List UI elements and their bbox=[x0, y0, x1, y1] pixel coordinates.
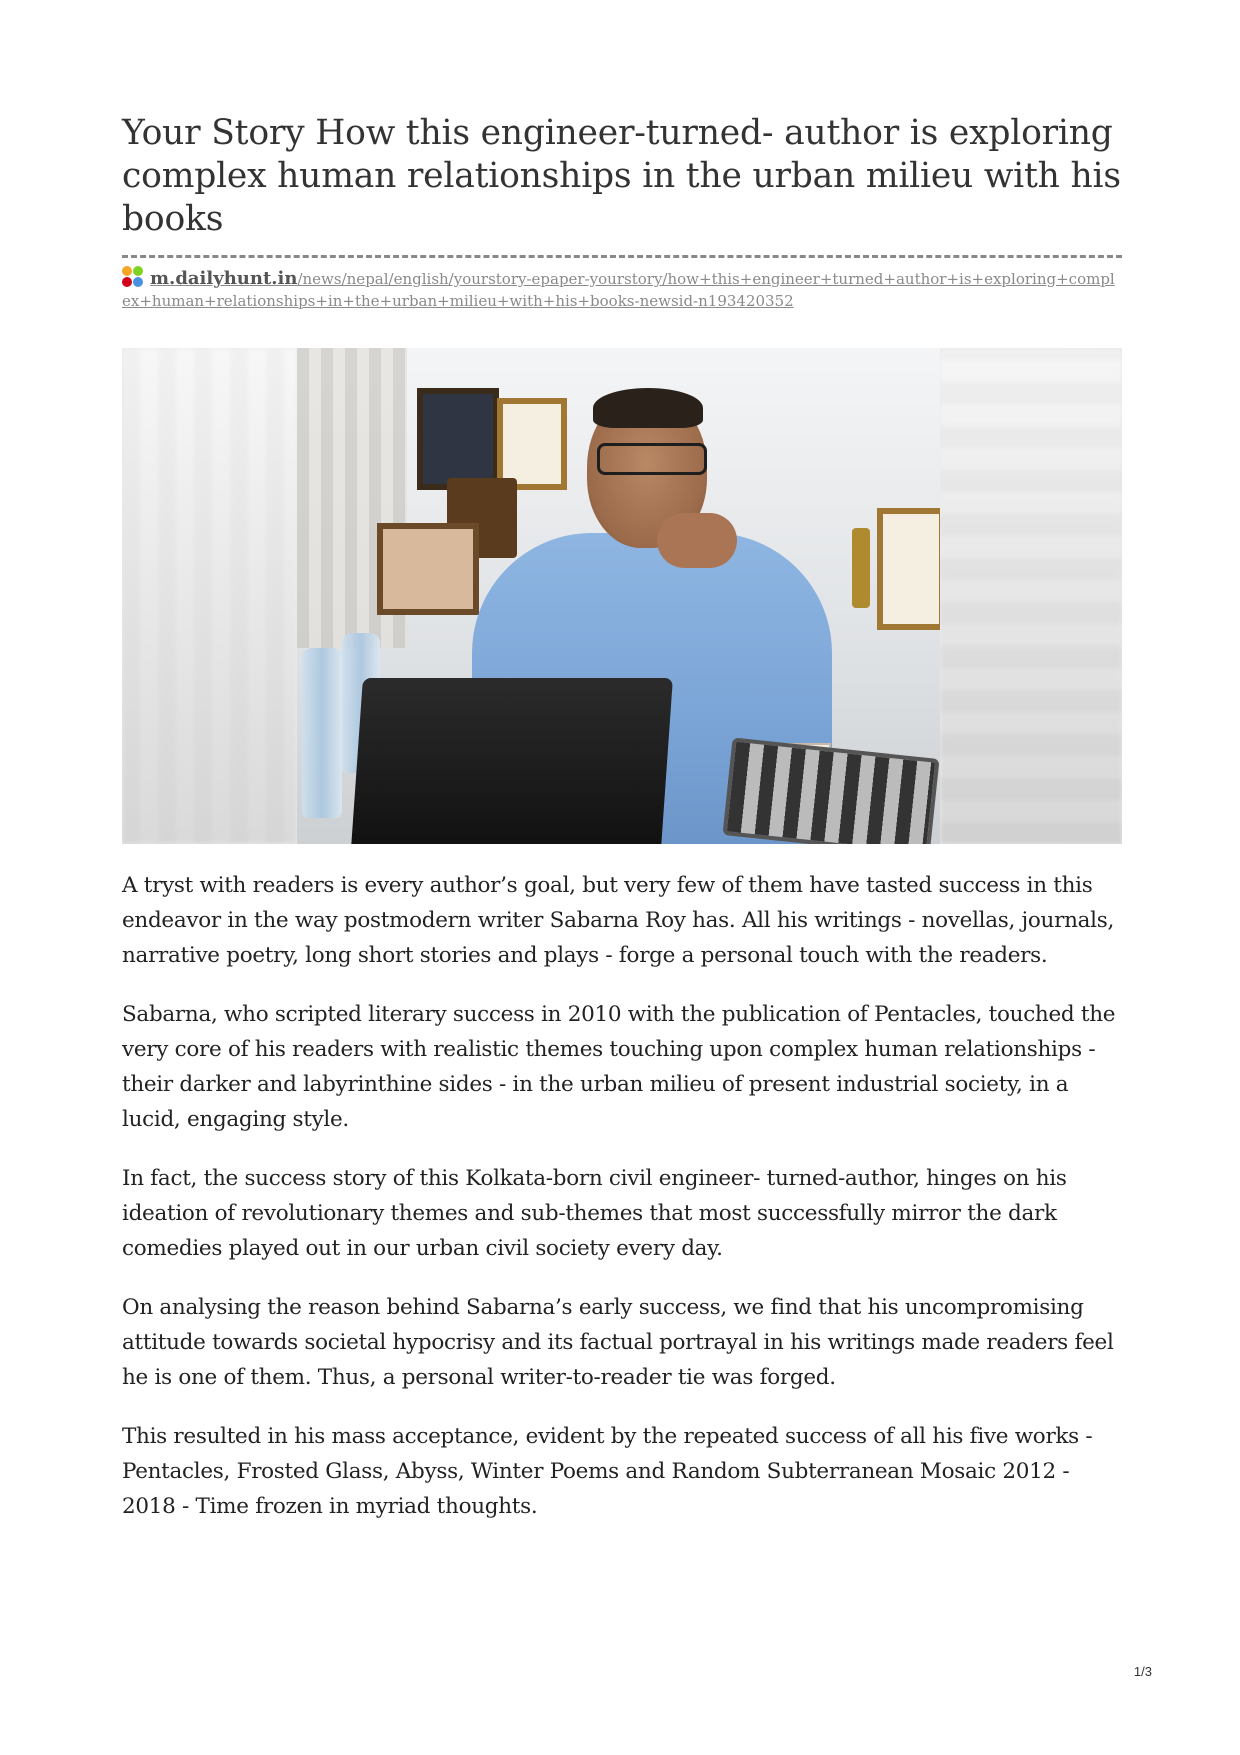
hero-blurred-background-left bbox=[122, 348, 297, 844]
source-link[interactable] bbox=[122, 270, 1115, 310]
article-hero-image bbox=[122, 348, 1122, 844]
hero-blurred-background-right bbox=[940, 348, 1122, 844]
paragraph: On analysing the reason behind Sabarna’s early success, we find that his uncompromising attitude towards societal hypocrisy and its factual portrayal in his writings made readers feel he is one of them. Thus, a personal writer-to-reader tie was forged. bbox=[122, 1295, 1114, 1390]
source-link-block bbox=[122, 266, 1122, 312]
article-title: Your Story How this engineer-turned- author is exploring complex human relationships in the urban milieu with his books bbox=[122, 113, 1121, 239]
page-number: 1/3 bbox=[1133, 1664, 1152, 1679]
article-body bbox=[122, 868, 1122, 1524]
dashed-divider bbox=[122, 255, 1122, 258]
source-path: /news/nepal/english/yourstory-epaper-yourstory/how+this+engineer+turned+author+is+exploring+complex+human+relationships+in+the+urban+milieu+with+his+books-newsid-n193420352 bbox=[122, 270, 1115, 310]
paragraph: This resulted in his mass acceptance, evident by the repeated success of all his five works - Pentacles, Frosted Glass, Abyss, Winter Poems and Random Subterranean Mosaic 2012 - 2018 - Time frozen in myriad thoughts. bbox=[122, 1424, 1093, 1519]
paragraph: In fact, the success story of this Kolkata-born civil engineer- turned-author, hinges on his ideation of revolutionary themes and sub-themes that most successfully mirror the dark comedies played out in our urban civil society every day. bbox=[122, 1166, 1067, 1261]
paragraph: Sabarna, who scripted literary success in 2010 with the publication of Pentacles, touched the very core of his readers with realistic themes touching upon complex human relationships - their darker and labyrinthine sides - in the urban milieu of present industrial society, in a lucid, engaging style. bbox=[122, 1002, 1116, 1132]
dailyhunt-favicon-icon bbox=[122, 266, 144, 288]
source-domain: m.dailyhunt.in bbox=[150, 268, 298, 289]
paragraph: A tryst with readers is every author’s goal, but very few of them have tasted success in this endeavor in the way postmodern writer Sabarna Roy has. All his writings - novellas, journals, narrative poetry, long short stories and plays - forge a personal touch with the readers. bbox=[122, 873, 1114, 968]
article bbox=[122, 112, 1122, 1548]
author-photo bbox=[297, 348, 940, 844]
